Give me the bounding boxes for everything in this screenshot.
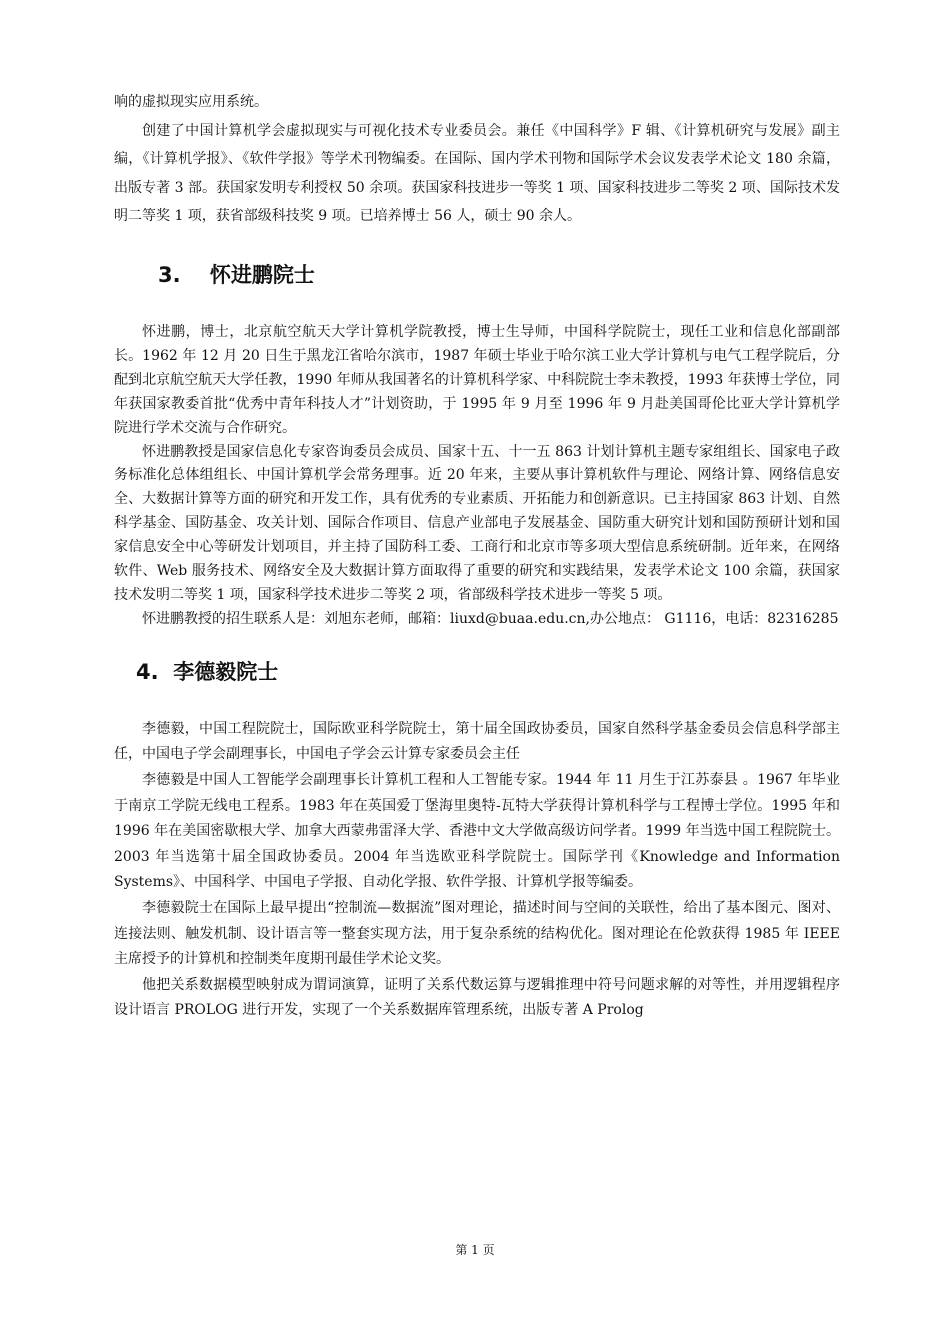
page-number: 第 1 页 bbox=[455, 1243, 495, 1257]
paragraph: 李德毅是中国人工智能学会副理事长计算机工程和人工智能专家。1944 年 11 月生于江苏泰县 。1967 年毕业于南京工学院无线电工程系。1983 年在英国爱丁堡海里奥特-瓦特大学获得计算机科学与工程博士学位。1995 年和 1996 年在美国密歇根大学、加拿大西蒙弗雷泽大学、香港中文大学做高级访问学者。1999 年当选中国工程院院士。2003 年当选第十届全国政协委员。2004 年当选欧亚科学院院士。国际学刊《Knowledge and Information Systems》、中国科学、中国电子学报、自动化学报、软件学报、计算机学报等编委。 bbox=[114, 771, 840, 891]
paragraph: 李德毅，中国工程院院士，国际欧亚科学院院士，第十届全国政协委员，国家自然科学基金委员会信息科学部主任，中国电子学会副理事长，中国电子学会云计算专家委员会主任 bbox=[114, 720, 840, 763]
paragraph: 响的虚拟现实应用系统。 bbox=[114, 94, 268, 110]
section-heading-huai-jinpeng: 3. 怀进鹏院士 bbox=[158, 262, 315, 287]
paragraph: 怀进鹏，博士，北京航空航天大学计算机学院教授，博士生导师，中国科学院院士，现任工业和信息化部副部长。1962 年 12 月 20 日生于黑龙江省哈尔滨市，1987 年硕士毕业于哈尔滨工业大学计算机与电气工程学院后，分配到北京航空航天大学任教，1990 年师从我国著名的计算机科学家、中科院院士李未教授，1993 年获博士学位，同年获国家教委首批“优秀中青年科技人才”计划资助，于 1995 年 9 月至 1996 年 9 月赴美国哥伦比亚大学计算机学院进行学术交流与合作研究。 bbox=[114, 323, 840, 436]
section-li-deyi bbox=[114, 717, 840, 1024]
paragraph: 李德毅院士在国际上最早提出“控制流—数据流”图对理论，描述时间与空间的关联性，给出了基本图元、图对、连接法则、触发机制、设计语言等一整套实现方法，用于复杂系统的结构优化。图对理论在伦敦获得 1985 年 IEEE 主席授予的计算机和控制类年度期刊最佳学术论文奖。 bbox=[114, 899, 840, 968]
section-previous-continuation bbox=[114, 88, 840, 231]
section-heading-li-deyi: 4. 李德毅院士 bbox=[136, 659, 279, 684]
section-huai-jinpeng bbox=[114, 321, 840, 632]
paragraph: 怀进鹏教授是国家信息化专家咨询委员会成员、国家十五、十一五 863 计划计算机主题专家组组长、国家电子政务标准化总体组组长、中国计算机学会常务理事。近 20 年来，主要从事计算机软件与理论、网络计算、网络信息安全、大数据计算等方面的研究和开发工作，具有优秀的专业素质、开拓能力和创新意识。已主持国家 863 计划、自然科学基金、国防基金、攻关计划、国际合作项目、信息产业部电子发展基金、国防重大研究计划和国防预研计划和国家信息安全中心等研发计划项目，并主持了国防科工委、工商行和北京市等多项大型信息系统研制。近年来，在网络软件、Web 服务技术、网络安全及大数据计算方面取得了重要的研究和实践结果，发表学术论文 100 余篇，获国家技术发明二等奖 1 项，国家科学技术进步二等奖 2 项，省部级科学技术进步一等奖 5 项。 bbox=[114, 443, 840, 603]
paragraph: 他把关系数据模型映射成为谓词演算，证明了关系代数运算与逻辑推理中符号问题求解的对等性，并用逻辑程序设计语言 PROLOG 进行开发，实现了一个关系数据库管理系统，出版专著 A Prolog bbox=[114, 976, 840, 1019]
paragraph: 创建了中国计算机学会虚拟现实与可视化技术专业委员会。兼任《中国科学》F 辑、《计算机研究与发展》副主编，《计算机学报》、《软件学报》等学术刊物编委。在国际、国内学术刊物和国际学术会议发表学术论文 180 余篇，出版专著 3 部。获国家发明专利授权 50 余项。获国家科技进步一等奖 1 项、国家科技进步二等奖 2 项、国际技术发明二等奖 1 项，获省部级科技奖 9 项。已培养博士 56 人，硕士 90 余人。 bbox=[114, 122, 840, 225]
paragraph-contact: 怀进鹏教授的招生联系人是：刘旭东老师，邮箱：liuxd@buaa.edu.cn,办公地点： G1116，电话：82316285 bbox=[142, 610, 839, 627]
document-page bbox=[114, 88, 840, 1024]
